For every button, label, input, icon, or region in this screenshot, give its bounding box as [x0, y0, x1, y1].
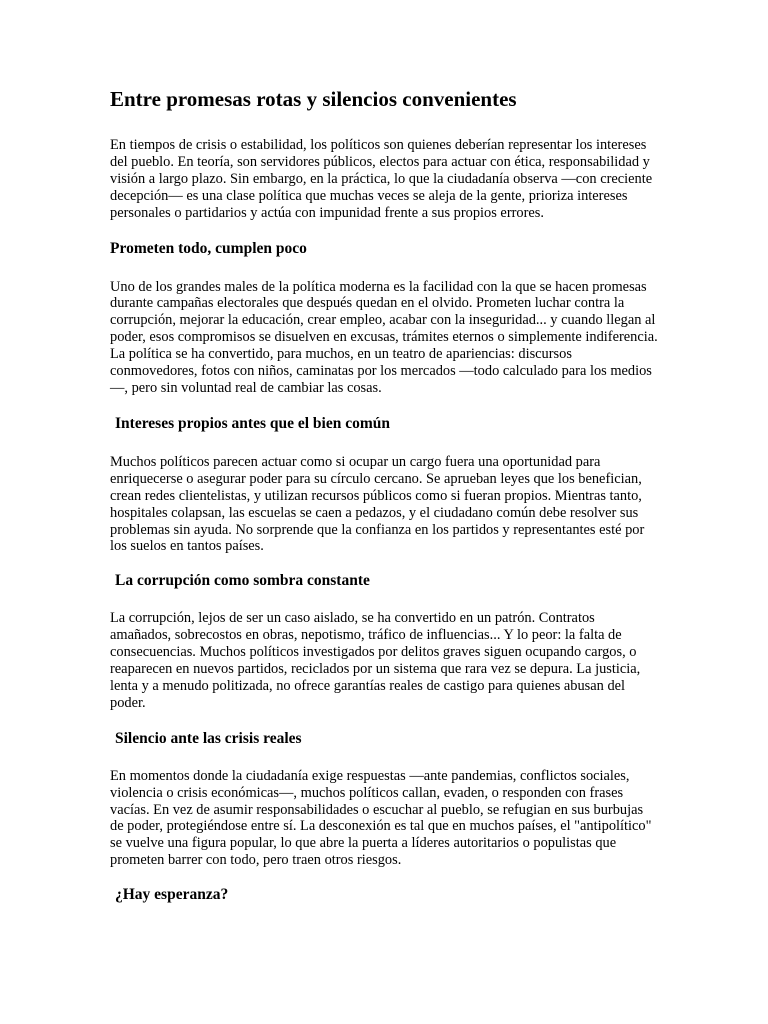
section-paragraph: La corrupción, lejos de ser un caso aislado, se ha convertido en un patrón. Contratos amañados, sobrecostos en obras, nepotismo, tráfico de influencias... Y lo peor: la falta de consecuencias. Muchos políticos investigados por delitos graves siguen ocupando cargos, o reaparecen en nuevos partidos, reciclados por un sistema que rara vez se depura. La justicia, lenta y a menudo politizada, no ofrece garantías reales de castigo para quienes abusan del poder. — [110, 610, 641, 711]
section-heading: La corrupción como sombra constante — [115, 572, 370, 590]
section-promises — [110, 239, 658, 397]
document-page — [110, 86, 658, 905]
intro-paragraph: En tiempos de crisis o estabilidad, los políticos son quienes deberían representar los intereses del pueblo. En teoría, son servidores públicos, electos para actuar con ética, responsabilidad y visión a largo plazo. Sin embargo, en la práctica, lo que la ciudadanía observa —con creciente decepción— es una clase política que muchas veces se aleja de la gente, prioriza intereses personales o partidarios y actúa con impunidad frente a sus propios errores. — [110, 137, 653, 221]
section-paragraph: En momentos donde la ciudadanía exige respuestas —ante pandemias, conflictos sociales, violencia o crisis económicas—, muchos políticos callan, evaden, o responden con frases vacías. En vez de asumir responsabilidades o escuchar al pueblo, se refugian en sus burbujas de poder, protegiéndose entre sí. La desconexión es tal que en muchos países, el "antipolítico" se vuelve una figura popular, lo que abre la puerta a líderes autoritarios o populistas que prometen barrer con todo, pero traen otros riesgos. — [110, 767, 652, 869]
section-heading: Silencio ante las crisis reales — [115, 729, 302, 747]
section-heading: ¿Hay esperanza? — [115, 886, 229, 904]
section-silence — [110, 729, 658, 869]
section-heading: Prometen todo, cumplen poco — [110, 239, 307, 257]
section-corruption — [110, 571, 658, 711]
section-self-interest — [110, 414, 658, 555]
section-paragraph: Uno de los grandes males de la política moderna es la facilidad con la que se hacen promesas durante campañas electorales que después quedan en el olvido. Prometen luchar contra la corrupción, mejorar la educación, crear empleo, acabar con la inseguridad... y cuando llegan al poder, esos compromisos se disuelven en excusas, trámites eternos o simplemente indiferencia. La política se ha convertido, para muchos, en un teatro de apariencias: discursos conmovedores, fotos con niños, caminatas por los mercados —todo calculado para los medios—, pero sin voluntad real de cambiar las cosas. — [110, 278, 658, 396]
section-heading: Intereses propios antes que el bien común — [115, 414, 391, 432]
section-hope — [110, 885, 658, 905]
section-paragraph: Muchos políticos parecen actuar como si ocupar un cargo fuera una oportunidad para enriquecerse o asegurar poder para su círculo cercano. Se aprueban leyes que los benefician, crean redes clientelistas, y utilizan recursos públicos como si fueran propios. Mientras tanto, hospitales colapsan, las escuelas se caen a pedazos, y el ciudadano común debe resolver sus problemas sin ayuda. No sorprende que la confianza en los partidos y representantes esté por los suelos en tantos países. — [110, 453, 645, 555]
article-title: Entre promesas rotas y silencios convenientes — [110, 87, 517, 111]
